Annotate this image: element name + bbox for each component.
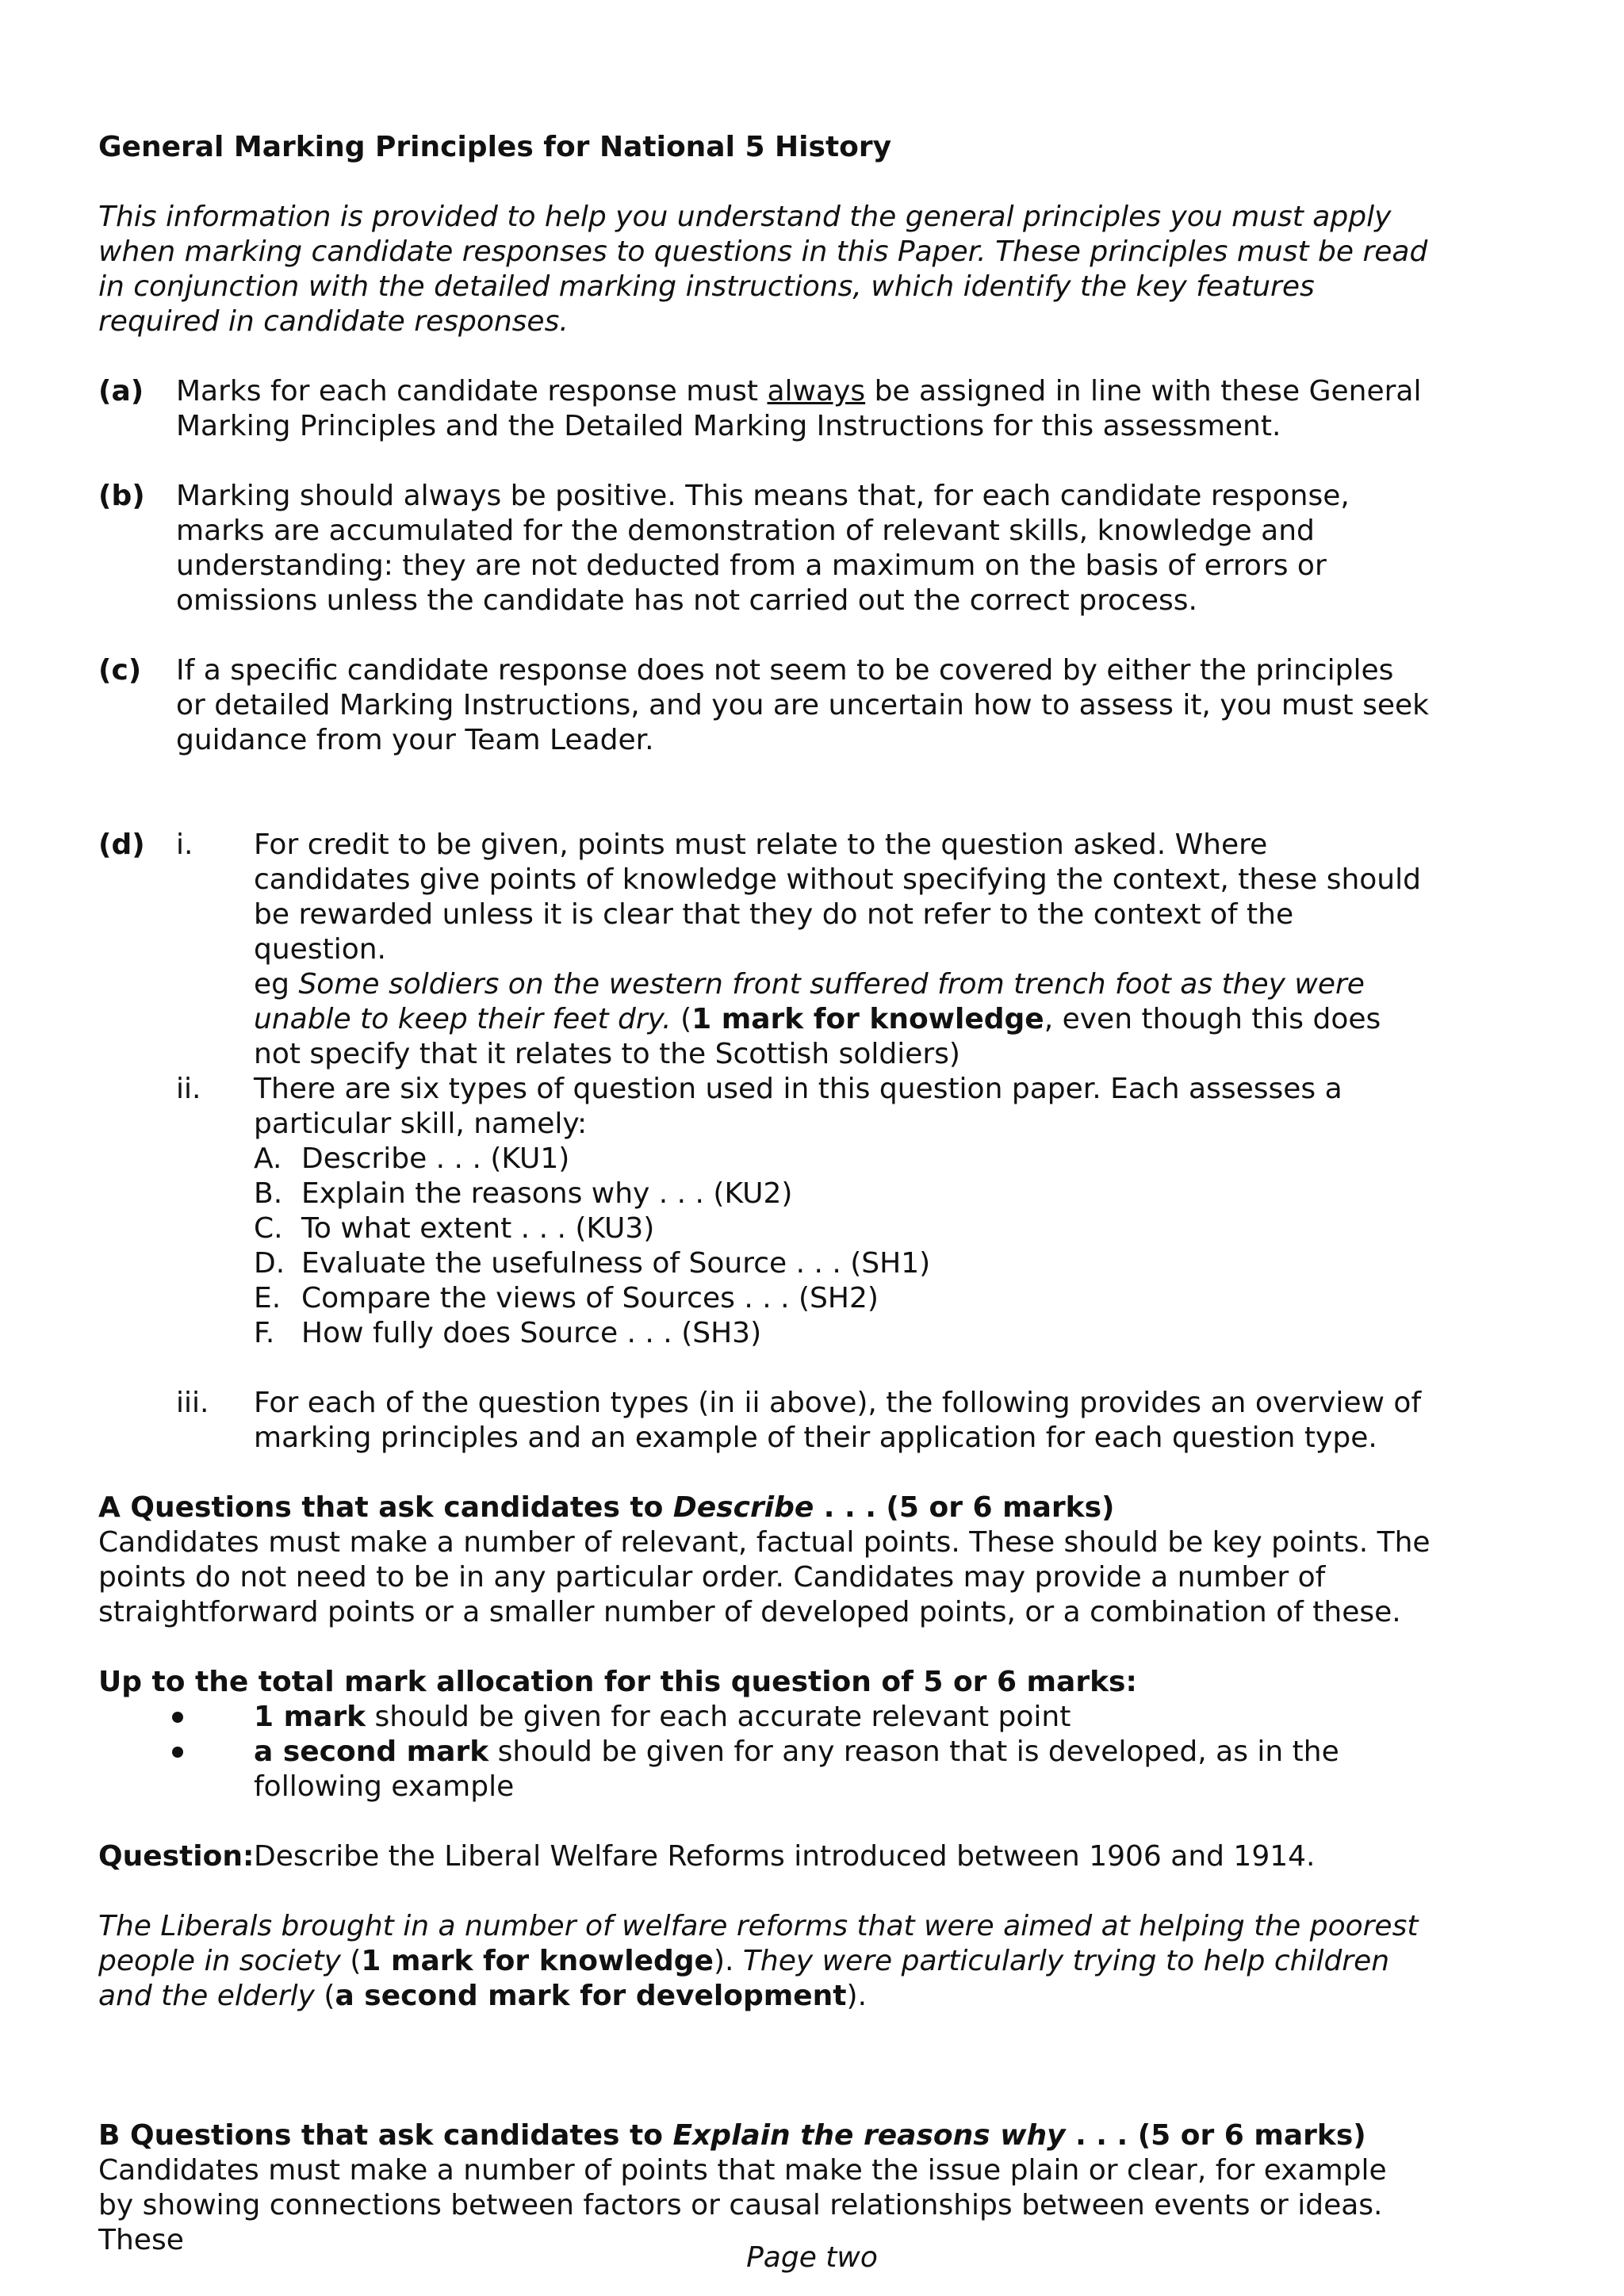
type-text: Explain the reasons why . . . (KU2) [301, 1177, 793, 1210]
principle-a-pre: Marks for each candidate response must [176, 375, 768, 408]
principle-d-iii-num: iii. [176, 1387, 209, 1419]
bullet-text: should be given for any reason that is developed, as in the following example [254, 1735, 1339, 1803]
answer-open-1: ( [340, 1945, 362, 1977]
principle-d-i-text: For credit to be given, points must relate to the question asked. Where candidates give points of knowledge without specifying the context, these should be rewarded unless it is clear that they do not refer to the context of the question. [254, 828, 1421, 966]
allocation-bullets [98, 1700, 1431, 1804]
principle-a-underlined: always [767, 375, 866, 408]
answer-italic-2: They were particularly trying to help children and the elderly [98, 1945, 1390, 2012]
section-b-heading-pre: B Questions that ask candidates to [98, 2119, 673, 2152]
answer-italic-1: The Liberals brought in a number of welfare reforms that were aimed at helping the poorest people in society [98, 1910, 1419, 1977]
section-b-body: Candidates must make a number of points that make the issue plain or clear, for example by showing connections between factors or causal relationships between events or ideas. These [98, 2154, 1387, 2256]
answer-close-1: ). [713, 1945, 743, 1977]
example-prefix: eg [254, 968, 299, 1001]
question-type-item [254, 1177, 1431, 1211]
principle-d-label: (d) [98, 828, 145, 861]
type-letter: A. [254, 1142, 282, 1175]
principle-a-label: (a) [98, 375, 144, 408]
example-italic: Some soldiers on the western front suffered from trench foot as they were unable to keep their feet dry. [254, 968, 1365, 1035]
type-text: Evaluate the usefulness of Source . . . (SH1) [301, 1247, 931, 1280]
answer-close-2: ). [846, 1980, 868, 2012]
type-text: How fully does Source . . . (SH3) [301, 1317, 762, 1349]
bullet-bold: a second mark [254, 1735, 489, 1768]
bullet-icon [98, 1700, 254, 1735]
principle-c [98, 653, 1431, 758]
example-open: ( [671, 1003, 692, 1035]
principle-d [98, 828, 1431, 1456]
question-label: Question: [98, 1840, 255, 1873]
answer-open-2: ( [314, 1980, 335, 2012]
type-text: To what extent . . . (KU3) [301, 1212, 655, 1245]
question-type-item [254, 1211, 1431, 1246]
principle-d-i [176, 828, 1431, 1072]
bullet-text: should be given for each accurate relevant point [366, 1701, 1071, 1733]
question-text: Describe the Liberal Welfare Reforms introduced between 1906 and 1914. [254, 1840, 1316, 1873]
example-tail: , even though this does not specify that it relates to the Scottish soldiers) [254, 1003, 1381, 1070]
type-letter: B. [254, 1177, 283, 1210]
intro-paragraph: This information is provided to help you understand the general principles you must apply when marking candidate responses to questions in this Paper. These principles must be read in conjunction with the detailed marking instructions, which identify the key features required in candidate responses. [98, 201, 1428, 338]
principle-d-iii [176, 1386, 1431, 1456]
principle-a-text [176, 374, 1431, 444]
principle-b [98, 479, 1431, 618]
principle-c-label: (c) [98, 654, 142, 687]
bullet-item [98, 1700, 1431, 1735]
principle-d-ii-text: There are six types of question used in this question paper. Each assesses a particular skill, namely: [254, 1073, 1342, 1140]
section-a-heading [98, 1490, 1431, 1525]
question-type-item [254, 1281, 1431, 1316]
principle-a [98, 374, 1431, 444]
section-b-heading-post: . . . (5 or 6 marks) [1065, 2119, 1366, 2152]
example-answer [98, 1909, 1431, 2014]
principle-a-post: be assigned in line with these General Marking Principles and the Detailed Marking Instructions for this assessment. [176, 375, 1422, 442]
section-a-body: Candidates must make a number of relevant, factual points. These should be key points. The points do not need to be in any particular order. Candidates may provide a number of straightforward points or a smaller number of developed points, or a combination of these. [98, 1526, 1431, 1628]
answer-bold-2: a second mark for development [335, 1980, 847, 2012]
principle-d-i-example [254, 967, 1431, 1072]
principle-b-text: Marking should always be positive. This means that, for each candidate response, marks are accumulated for the demonstration of relevant skills, knowledge and understanding: they are not deducted from a maximum on the basis of errors or omissions unless the candidate has not carried out the correct process. [176, 480, 1350, 617]
section-a-allocation: Up to the total mark allocation for this question of 5 or 6 marks: [98, 1666, 1137, 1698]
principle-b-label: (b) [98, 480, 145, 512]
type-letter: C. [254, 1212, 283, 1245]
question-type-list [254, 1142, 1431, 1351]
type-letter: F. [254, 1317, 275, 1349]
type-letter: D. [254, 1247, 285, 1280]
bullet-bold: 1 mark [254, 1701, 366, 1733]
question-type-item [254, 1142, 1431, 1177]
principle-d-i-num: i. [176, 828, 193, 861]
bullet-icon [98, 1735, 254, 1804]
section-b-heading-italic: Explain the reasons why [672, 2119, 1066, 2152]
principle-d-ii-num: ii. [176, 1073, 201, 1105]
principle-c-text: If a specific candidate response does not seem to be covered by either the principles or detailed Marking Instructions, and you are uncertain how to assess it, you must seek guidance from your Team Leader. [176, 654, 1430, 756]
type-letter: E. [254, 1282, 282, 1314]
principle-d-ii [176, 1072, 1431, 1351]
document-page [98, 130, 1431, 2258]
question-type-item [254, 1316, 1431, 1351]
example-question [98, 1839, 1431, 1874]
example-bold: 1 mark for knowledge [691, 1003, 1044, 1035]
section-a-heading-italic: Describe [672, 1491, 814, 1524]
page-footer: Page two [746, 2241, 878, 2274]
bullet-item [98, 1735, 1431, 1804]
page-title: General Marking Principles for National 5 History [98, 131, 892, 163]
section-a-heading-pre: A Questions that ask candidates to [98, 1491, 673, 1524]
section-b-heading [98, 2118, 1431, 2153]
type-text: Compare the views of Sources . . . (SH2) [301, 1282, 879, 1314]
principle-d-iii-text: For each of the question types (in ii above), the following provides an overview of marking principles and an example of their application for each question type. [254, 1387, 1422, 1454]
question-type-item [254, 1246, 1431, 1281]
answer-bold-1: 1 mark for knowledge [361, 1945, 714, 1977]
type-text: Describe . . . (KU1) [301, 1142, 570, 1175]
section-a-heading-post: . . . (5 or 6 marks) [814, 1491, 1115, 1524]
